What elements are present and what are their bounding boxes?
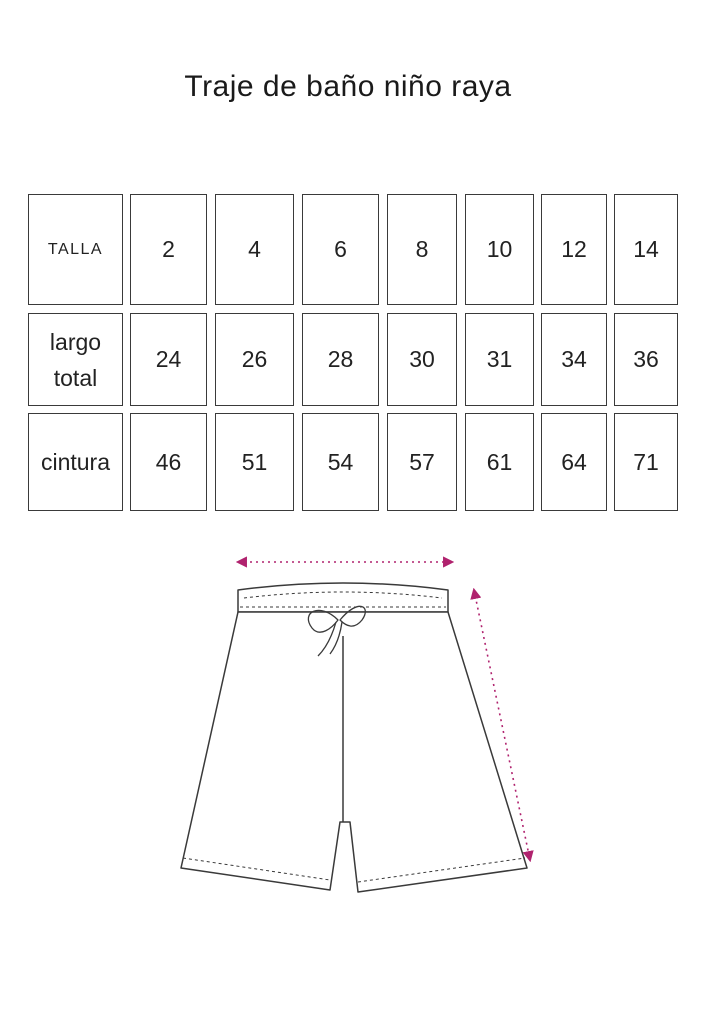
header-label-cell — [28, 194, 123, 305]
measure-value: 54 — [327, 448, 354, 475]
measure-value: 57 — [409, 448, 435, 475]
measure-value: 61 — [486, 448, 513, 475]
size-value: 8 — [415, 236, 429, 262]
measure-value: 24 — [155, 346, 182, 372]
measure-cell — [614, 413, 678, 511]
shorts-outline — [181, 583, 527, 892]
row-label-cell — [28, 413, 123, 511]
measure-cell — [541, 413, 607, 511]
shorts-body — [181, 612, 527, 892]
size-cell — [130, 194, 207, 305]
measure-value: 34 — [561, 346, 587, 372]
size-cell — [541, 194, 607, 305]
size-cell — [614, 194, 678, 305]
page-title: Traje de baño niño raya — [184, 70, 512, 103]
talla-label: TALLA — [47, 240, 104, 258]
size-cell — [302, 194, 379, 305]
measure-value: 28 — [327, 346, 354, 372]
measure-cell — [387, 313, 457, 406]
size-value: 4 — [248, 236, 261, 262]
size-value: 10 — [486, 236, 513, 262]
measure-value: 64 — [561, 448, 587, 475]
size-value: 12 — [561, 236, 587, 262]
size-value: 2 — [162, 236, 175, 262]
size-cell — [387, 194, 457, 305]
measure-value: 26 — [241, 346, 268, 372]
measure-value: 71 — [633, 448, 659, 475]
total-label: total — [53, 364, 98, 391]
measure-cell — [130, 313, 207, 406]
measure-cell — [614, 313, 678, 406]
measure-cell — [387, 413, 457, 511]
measure-cell — [130, 413, 207, 511]
waistband — [238, 583, 448, 612]
measure-value: 31 — [486, 346, 513, 372]
row-label-cell — [28, 313, 123, 406]
size-value: 6 — [334, 236, 347, 262]
size-cell — [465, 194, 534, 305]
measure-cell — [541, 313, 607, 406]
largo-label: largo — [49, 328, 102, 355]
measure-cell — [465, 413, 534, 511]
measure-value: 51 — [241, 448, 268, 475]
size-value: 14 — [633, 236, 659, 262]
measure-cell — [215, 413, 294, 511]
measure-value: 36 — [633, 346, 659, 372]
shorts-diagram — [0, 540, 706, 910]
measure-cell — [465, 313, 534, 406]
cintura-label: cintura — [40, 448, 111, 475]
measure-value: 30 — [409, 346, 435, 372]
measure-value: 46 — [155, 448, 182, 475]
measure-cell — [302, 413, 379, 511]
size-cell — [215, 194, 294, 305]
measure-cell — [215, 313, 294, 406]
measure-cell — [302, 313, 379, 406]
